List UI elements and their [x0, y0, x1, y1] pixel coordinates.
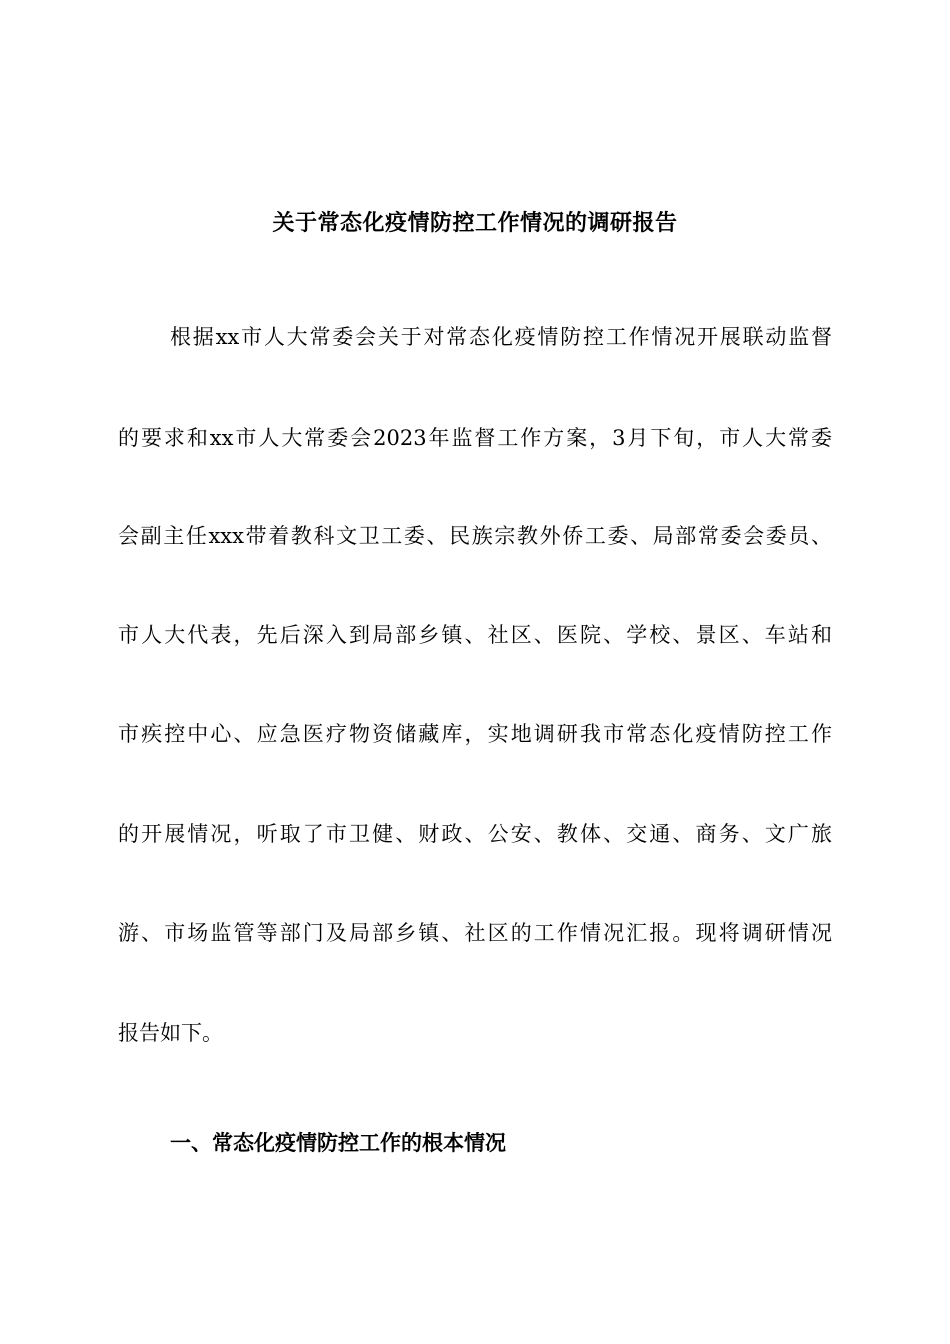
document-title: 关于常态化疫情防控工作情况的调研报告 [272, 211, 678, 236]
paragraph-line: 的开展情况，听取了市卫健、财政、公安、教体、交通、商务、文广旅 [118, 822, 832, 846]
paragraph-line: 市人大代表，先后深入到局部乡镇、社区、医院、学校、景区、车站和 [118, 623, 832, 647]
paragraph-line: 根据xx市人大常委会关于对常态化疫情防控工作情况开展联动监督 [170, 325, 832, 349]
section-heading: 一、常态化疫情防控工作的根本情况 [170, 1130, 506, 1155]
paragraph-line: 的要求和xx市人大常委会2023年监督工作方案，3月下旬，市人大常委 [118, 426, 832, 450]
paragraph-line: 游、市场监管等部门及局部乡镇、社区的工作情况汇报。现将调研情况 [118, 921, 832, 945]
paragraph-line: 会副主任xxx带着教科文卫工委、民族宗教外侨工委、局部常委会委员、 [118, 524, 832, 548]
paragraph-line: 报告如下。 [118, 1021, 223, 1045]
paragraph-line: 市疾控中心、应急医疗物资储藏库，实地调研我市常态化疫情防控工作 [118, 722, 832, 746]
